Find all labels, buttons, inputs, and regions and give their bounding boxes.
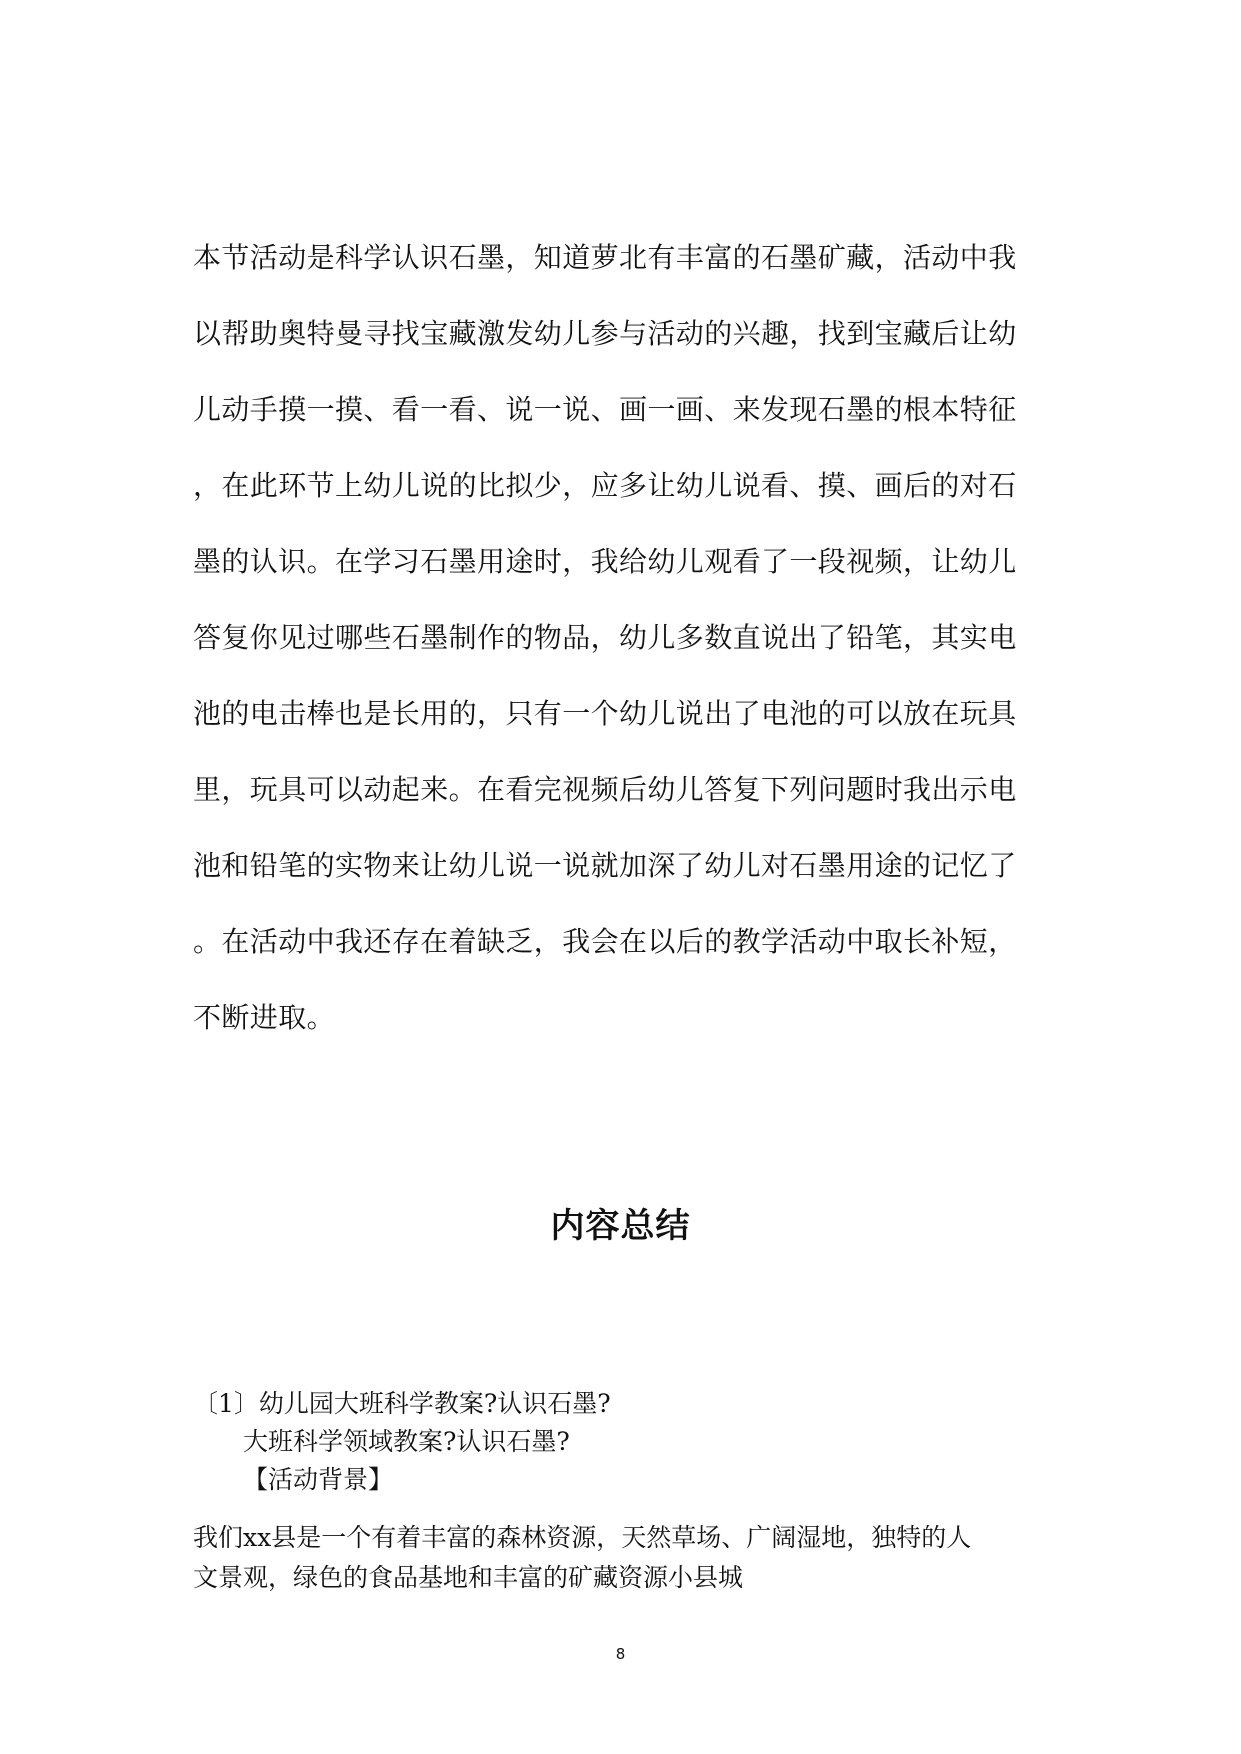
background-paragraph bbox=[193, 1518, 1043, 1598]
section-title: 内容总结 bbox=[550, 1206, 691, 1246]
text-line: 池的电击棒也是长用的，只有一个幼儿说出了电池的可以放在玩具 bbox=[193, 697, 1017, 730]
text-line: 答复你见过哪些石墨制作的物品，幼儿多数直说出了铅笔，其实电 bbox=[193, 621, 1017, 654]
text-line: 儿动手摸一摸、看一看、说一说、画一画、来发现石墨的根本特征 bbox=[193, 393, 1017, 426]
summary-bracket-heading: 【活动背景】 bbox=[243, 1465, 394, 1494]
text-line: 。在活动中我还存在着缺乏，我会在以后的教学活动中取长补短， bbox=[193, 925, 1017, 958]
summary-block bbox=[193, 1385, 1043, 1499]
reflection-paragraph bbox=[193, 220, 1043, 1056]
text-line: 文景观，绿色的食品基地和丰富的矿藏资源小县城 bbox=[193, 1563, 744, 1592]
summary-subtitle: 大班科学领域教案?认识石墨? bbox=[243, 1427, 570, 1456]
text-line: ，在此环节上幼儿说的比拟少，应多让幼儿说看、摸、画后的对石 bbox=[193, 469, 1017, 502]
page-number: 8 bbox=[615, 1645, 626, 1663]
text-line: 本节活动是科学认识石墨，知道萝北有丰富的石墨矿藏，活动中我 bbox=[193, 241, 1017, 274]
text-line: 以帮助奥特曼寻找宝藏激发幼儿参与活动的兴趣，找到宝藏后让幼 bbox=[193, 317, 1017, 350]
summary-item: 〔1〕幼儿园大班科学教案?认识石墨? bbox=[193, 1389, 611, 1418]
text-line: 不断进取。 bbox=[193, 1001, 336, 1034]
text-line: 里，玩具可以动起来。在看完视频后幼儿答复下列问题时我出示电 bbox=[193, 773, 1017, 806]
text-line: 池和铅笔的实物来让幼儿说一说就加深了幼儿对石墨用途的记忆了 bbox=[193, 849, 1017, 882]
text-line: 我们xx县是一个有着丰富的森林资源，天然草场、广阔湿地，独特的人 bbox=[193, 1523, 972, 1552]
text-line: 墨的认识。在学习石墨用途时，我给幼儿观看了一段视频，让幼儿 bbox=[193, 545, 1017, 578]
